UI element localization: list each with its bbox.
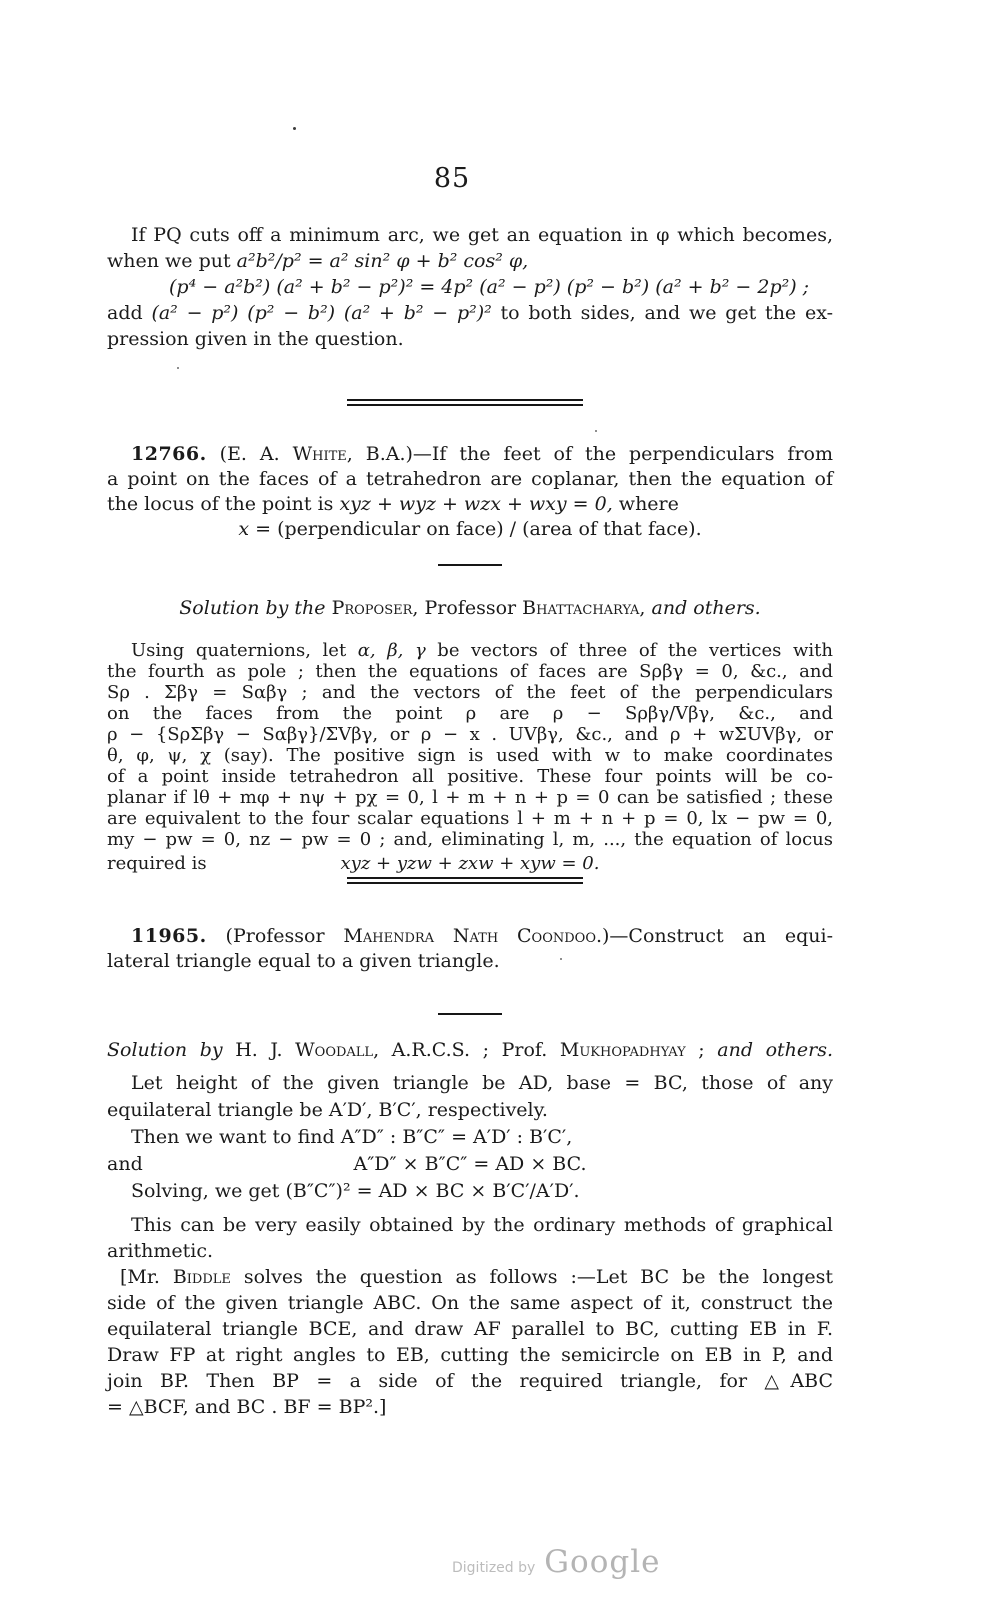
problem-11965 [107,924,833,974]
text-run: Solution by the [179,597,332,619]
text-line: arithmetic. [107,1240,214,1262]
scan-speck [595,430,597,432]
equation-line [107,517,833,542]
person-name: Proposer [331,597,413,619]
problem-number: 12766. [131,443,207,465]
person-name: Mahendra Nath Coondoo [343,925,596,947]
text-run: and [107,1153,143,1175]
rule-line [347,399,583,401]
page-number: 85 [433,163,471,194]
text-run: solves the question as follows :—Let BC be the longest [230,1266,833,1288]
text-run: = (perpendicular on face) / (area of that face). [249,518,702,540]
solution-rule [438,564,502,566]
graphical-arithmetic-paragraph [107,1212,833,1264]
text-line [107,640,833,661]
text-run: [Mr. [120,1266,173,1288]
text-line: equilateral triangle BCE, and draw AF parallel to BC, cutting EB in F. [107,1318,833,1340]
text-run: Using quaternions, let [131,640,358,661]
text-line [107,1264,833,1290]
solution-12766-body [107,640,833,874]
math-run: xyz + wyz + wzx + wxy = 0, [339,493,613,515]
equation-line [107,853,833,874]
section-divider [347,877,583,887]
text-line: join BP. Then BP = a side of the required triangle, for △ABC [107,1370,833,1392]
rule-line [347,882,583,884]
scan-speck [293,127,296,130]
digitization-watermark [452,1544,661,1580]
text-run: (E. A. [206,443,293,465]
math-run: a²b²/p² = a² sin² φ + b² cos² φ, [236,250,529,272]
solution-12766-header [107,596,833,621]
biddle-note-paragraph [107,1264,833,1420]
text-line [107,442,833,467]
text-run: .)—Construct an equi- [595,925,833,947]
solution-rule [438,1013,502,1015]
equation-line: (p⁴ − a²b²) (a² + b² − p²)² = 4p² (a² − p²) (p² − b²) (a² + b² − 2p²) ; [169,276,810,298]
google-logo: Google [544,1544,661,1580]
text-line [107,492,833,517]
text-line: Let height of the given triangle be AD, base = BC, those of any [131,1072,833,1094]
rule-line [347,404,583,406]
text-line [107,300,833,326]
scan-speck [177,367,179,369]
text-run: add [107,302,152,324]
person-name: White [292,443,347,465]
person-name: Woodall [295,1039,374,1061]
text-run: ; [685,1039,718,1061]
text-line: of a point inside tetrahedron all positive. These four points will be co- [107,766,833,787]
problem-12766 [107,442,833,542]
solution-11965-body [107,1070,833,1205]
text-line: are equivalent to the four scalar equations l + m + n + p = 0, lx − pw = 0, [107,808,833,829]
intro-paragraph [107,222,833,352]
text-line: a point on the faces of a tetrahedron are coplanar, then the equation of [107,468,833,490]
watermark-prefix: Digitized by [452,1560,536,1576]
text-line: on the faces from the point ρ are ρ − Sρβγ/Vβγ, &c., and [107,703,833,724]
text-line: This can be very easily obtained by the ordinary methods of graphical [131,1214,833,1236]
math-run: A″D″ × B″C″ = AD × BC. [353,1153,587,1175]
text-line: planar if lθ + mφ + nψ + pχ = 0, l + m + n + p = 0 can be satisfied ; these [107,787,833,808]
person-name: Bhattacharya [522,597,640,619]
text-line: lateral triangle equal to a given triangle. [107,950,500,972]
text-line: Solving, we get (B″C″)² = AD × BC × B′C′/A′D′. [131,1180,580,1202]
math-run: x [238,518,250,540]
text-line: = △BCF, and BC . BF = BP².] [107,1396,387,1418]
text-line: Sρ . Σβγ = Sαβγ ; and the vectors of the feet of the perpendiculars [107,682,833,703]
text-run: be vectors of three of the vertices with [425,640,833,661]
text-line: θ, φ, ψ, χ (say). The positive sign is used with w to make coordinates [107,745,833,766]
text-run: , B.A.)—If the feet of the perpendiculars from [346,443,833,465]
equation-line [107,1151,833,1178]
text-run: the locus of the point is [107,493,340,515]
text-run: H. J. [235,1039,296,1061]
person-name: Biddle [172,1266,231,1288]
math-run: xyz + yzw + zxw + xyw = 0. [340,853,600,874]
text-run: and others. [651,597,761,619]
solution-11965-header [107,1038,833,1063]
text-run: , Professor [412,597,523,619]
text-run: Solution by [107,1039,236,1061]
text-run: required is [107,853,207,874]
text-line [107,924,833,949]
section-divider [347,399,583,409]
text-line [107,248,833,274]
text-run: (Professor [206,925,344,947]
text-line: If PQ cuts off a minimum arc, we get an equation in φ which becomes, [131,224,833,246]
text-run: when we put [107,250,237,272]
text-line: pression given in the question. [107,328,404,350]
text-line: Draw FP at right angles to EB, cutting the semicircle on EB in P, and [107,1344,833,1366]
text-line: Then we want to find A″D″ : B″C″ = A′D′ : B′C′, [131,1126,573,1148]
rule-line [347,877,583,879]
text-run: and others. [717,1039,833,1061]
text-run: where [612,493,679,515]
text-run: to both sides, and we get the ex- [500,302,833,324]
text-line: my − pw = 0, nz − pw = 0 ; and, eliminating l, m, ..., the equation of locus [107,829,833,850]
text-run: , A.R.C.S. ; Prof. [373,1039,560,1061]
text-line: side of the given triangle ABC. On the same aspect of it, construct the [107,1292,833,1314]
text-line: ρ − {SρΣβγ − Sαβγ}/ΣVβγ, or ρ − x . UVβγ, &c., and ρ + wΣUVβγ, or [107,724,833,745]
text-run: , [639,597,652,619]
math-run: α, β, γ [357,640,426,661]
text-line: equilateral triangle be A′D′, B′C′, respectively. [107,1099,548,1121]
math-run: (a² − p²) (p² − b²) (a² + b² − p²)² [151,302,501,324]
person-name: Mukhopadhyay [559,1039,686,1061]
text-line: the fourth as pole ; then the equations of faces are Sρβγ = 0, &c., and [107,661,833,682]
problem-number: 11965. [131,925,207,947]
